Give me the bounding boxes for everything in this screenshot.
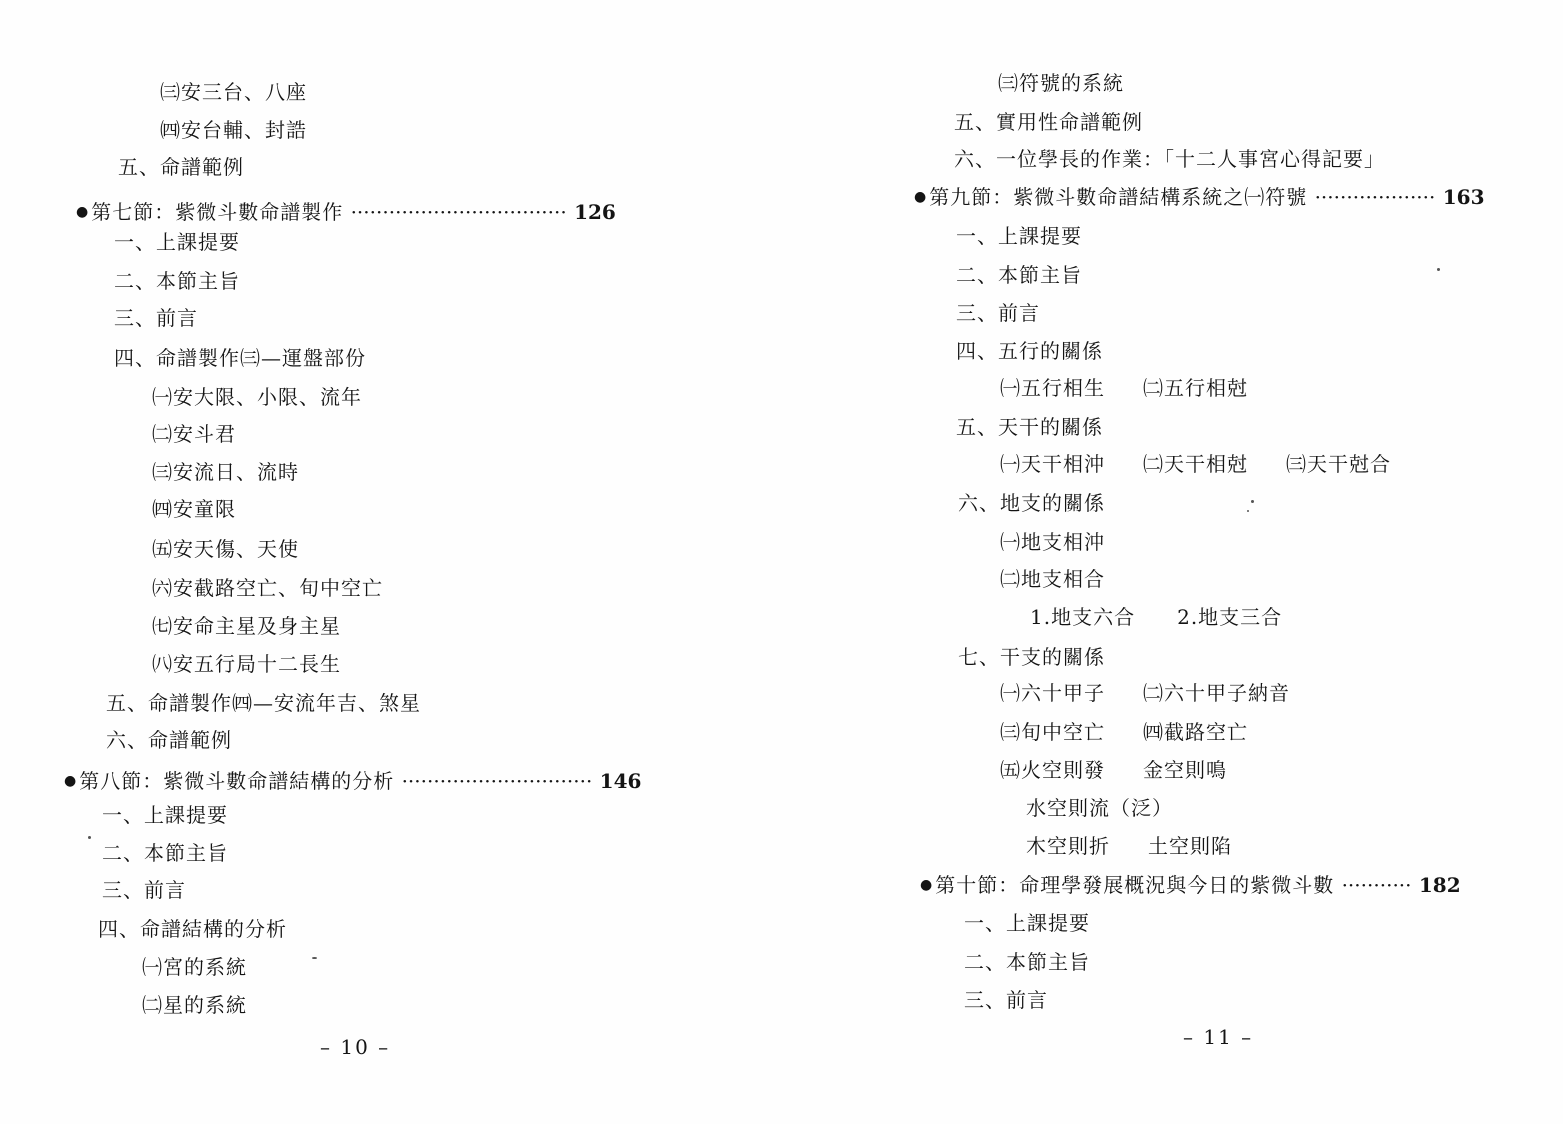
toc-subitem-row (1026, 834, 1232, 858)
toc-subitem: ㈣截路空亡 (1143, 720, 1248, 744)
page-ref: 126 (574, 200, 616, 224)
section-title: 第八節：紫微斗數命譜結構的分析 (79, 769, 395, 793)
toc-item: 一、上課提要 (114, 230, 240, 254)
toc-item: 三、前言 (102, 878, 186, 902)
toc-item: 六、命譜範例 (106, 728, 232, 752)
leader-dots: ··········· (1341, 873, 1412, 897)
toc-subitem: ㈢旬中空亡 (1000, 720, 1105, 744)
scan-speck (88, 836, 91, 839)
toc-section-10 (920, 873, 1461, 897)
toc-item: 二、本節主旨 (114, 269, 240, 293)
toc-subitem: ㈢安流日、流時 (152, 460, 299, 484)
toc-subitem-row (1000, 452, 1391, 476)
toc-subitem: ㈦安命主星及身主星 (152, 614, 341, 638)
section-title: 第十節：命理學發展概況與今日的紫微斗數 (935, 873, 1335, 897)
scan-speck (1437, 268, 1440, 271)
toc-subitem: ㈧安五行局十二長生 (152, 652, 341, 676)
toc-item: 四、命譜結構的分析 (98, 917, 287, 941)
toc-subitem: ㈣安台輔、封誥 (160, 118, 307, 142)
toc-subitem: ㈥安截路空亡、旬中空亡 (152, 576, 383, 600)
page-ref: 146 (599, 769, 642, 793)
toc-subitem: ㈠天干相沖 (1000, 452, 1105, 476)
scan-speck (1247, 510, 1249, 512)
toc-item: 五、天干的關係 (956, 415, 1103, 439)
leader-dots: ······························ (401, 769, 593, 793)
toc-item: 五、命譜製作㈣—安流年吉、煞星 (106, 691, 421, 715)
toc-item: 三、前言 (956, 301, 1040, 325)
toc-subitem: ㈠六十甲子 (1000, 681, 1105, 705)
toc-section-9 (914, 185, 1484, 209)
toc-item: 二、本節主旨 (964, 950, 1090, 974)
toc-item: 二、本節主旨 (102, 841, 228, 865)
toc-item: 二、本節主旨 (956, 263, 1082, 287)
toc-item: 四、命譜製作㈢—運盤部份 (114, 346, 366, 370)
section-title: 第九節：紫微斗數命譜結構系統之㈠符號 (929, 185, 1308, 209)
toc-item: 六、一位學長的作業：「十二人事宮心得記要」 (954, 147, 1385, 171)
toc-subitem-row (1030, 605, 1282, 629)
toc-item: 三、前言 (114, 306, 198, 330)
toc-subitem: ㈡地支相合 (1000, 567, 1105, 591)
page-ref: 163 (1442, 185, 1485, 209)
toc-subitem: ㈢天干尅合 (1286, 452, 1391, 476)
toc-subitem: 土空則陷 (1148, 834, 1232, 858)
toc-item: 五、命譜範例 (118, 155, 244, 179)
toc-subitem: ㈡安斗君 (152, 422, 236, 446)
page-number: – 11 – (1183, 1025, 1254, 1049)
section-title: 第七節：紫微斗數命譜製作 (91, 200, 344, 224)
bullet-icon: ● (64, 773, 78, 789)
toc-section-7 (76, 200, 616, 224)
toc-subitem: ㈢安三台、八座 (160, 80, 307, 104)
toc-subitem-row (1000, 681, 1290, 705)
scan-speck (1251, 500, 1254, 503)
toc-item: 三、前言 (964, 988, 1048, 1012)
toc-item: 五、實用性命譜範例 (954, 110, 1143, 134)
toc-subitem: ㈤安天傷、天使 (152, 537, 299, 561)
toc-item: 七、干支的關係 (958, 645, 1105, 669)
toc-subitem-row (1000, 376, 1248, 400)
scan-speck (312, 957, 317, 959)
toc-subitem: ㈠安大限、小限、流年 (152, 385, 362, 409)
leader-dots: ·································· (350, 200, 567, 224)
toc-item: 一、上課提要 (102, 803, 228, 827)
toc-subitem-row (1000, 720, 1248, 744)
toc-item: 四、五行的關係 (956, 339, 1103, 363)
bullet-icon: ● (76, 204, 90, 220)
toc-subitem: ㈡星的系統 (142, 993, 247, 1017)
toc-subitem: ㈡天干相尅 (1143, 452, 1248, 476)
bullet-icon: ● (914, 189, 928, 205)
toc-subitem: 2.地支三合 (1177, 605, 1283, 629)
toc-subitem: ㈡六十甲子納音 (1143, 681, 1290, 705)
toc-subitem: 1.地支六合 (1030, 605, 1136, 629)
toc-section-8 (64, 769, 641, 793)
left-page (0, 0, 781, 1124)
toc-subitem: ㈠宮的系統 (142, 955, 247, 979)
toc-item: 六、地支的關係 (958, 491, 1105, 515)
page-ref: 182 (1418, 873, 1461, 897)
toc-subitem: 金空則鳴 (1143, 758, 1227, 782)
toc-subitem: ㈠地支相沖 (1000, 530, 1105, 554)
page-number: – 10 – (320, 1035, 391, 1059)
toc-subitem: ㈣安童限 (152, 497, 236, 521)
toc-subitem: ㈢符號的系統 (998, 71, 1124, 95)
toc-item: 一、上課提要 (956, 224, 1082, 248)
toc-subitem-row (1000, 758, 1227, 782)
right-page (781, 0, 1563, 1124)
toc-subitem: 水空則流（泛） (1026, 796, 1173, 820)
bullet-icon: ● (920, 877, 934, 893)
leader-dots: ··················· (1314, 185, 1436, 209)
toc-subitem: ㈤火空則發 (1000, 758, 1105, 782)
toc-item: 一、上課提要 (964, 911, 1090, 935)
toc-subitem: ㈡五行相尅 (1143, 376, 1248, 400)
toc-subitem: 木空則折 (1026, 834, 1110, 858)
toc-subitem: ㈠五行相生 (1000, 376, 1105, 400)
